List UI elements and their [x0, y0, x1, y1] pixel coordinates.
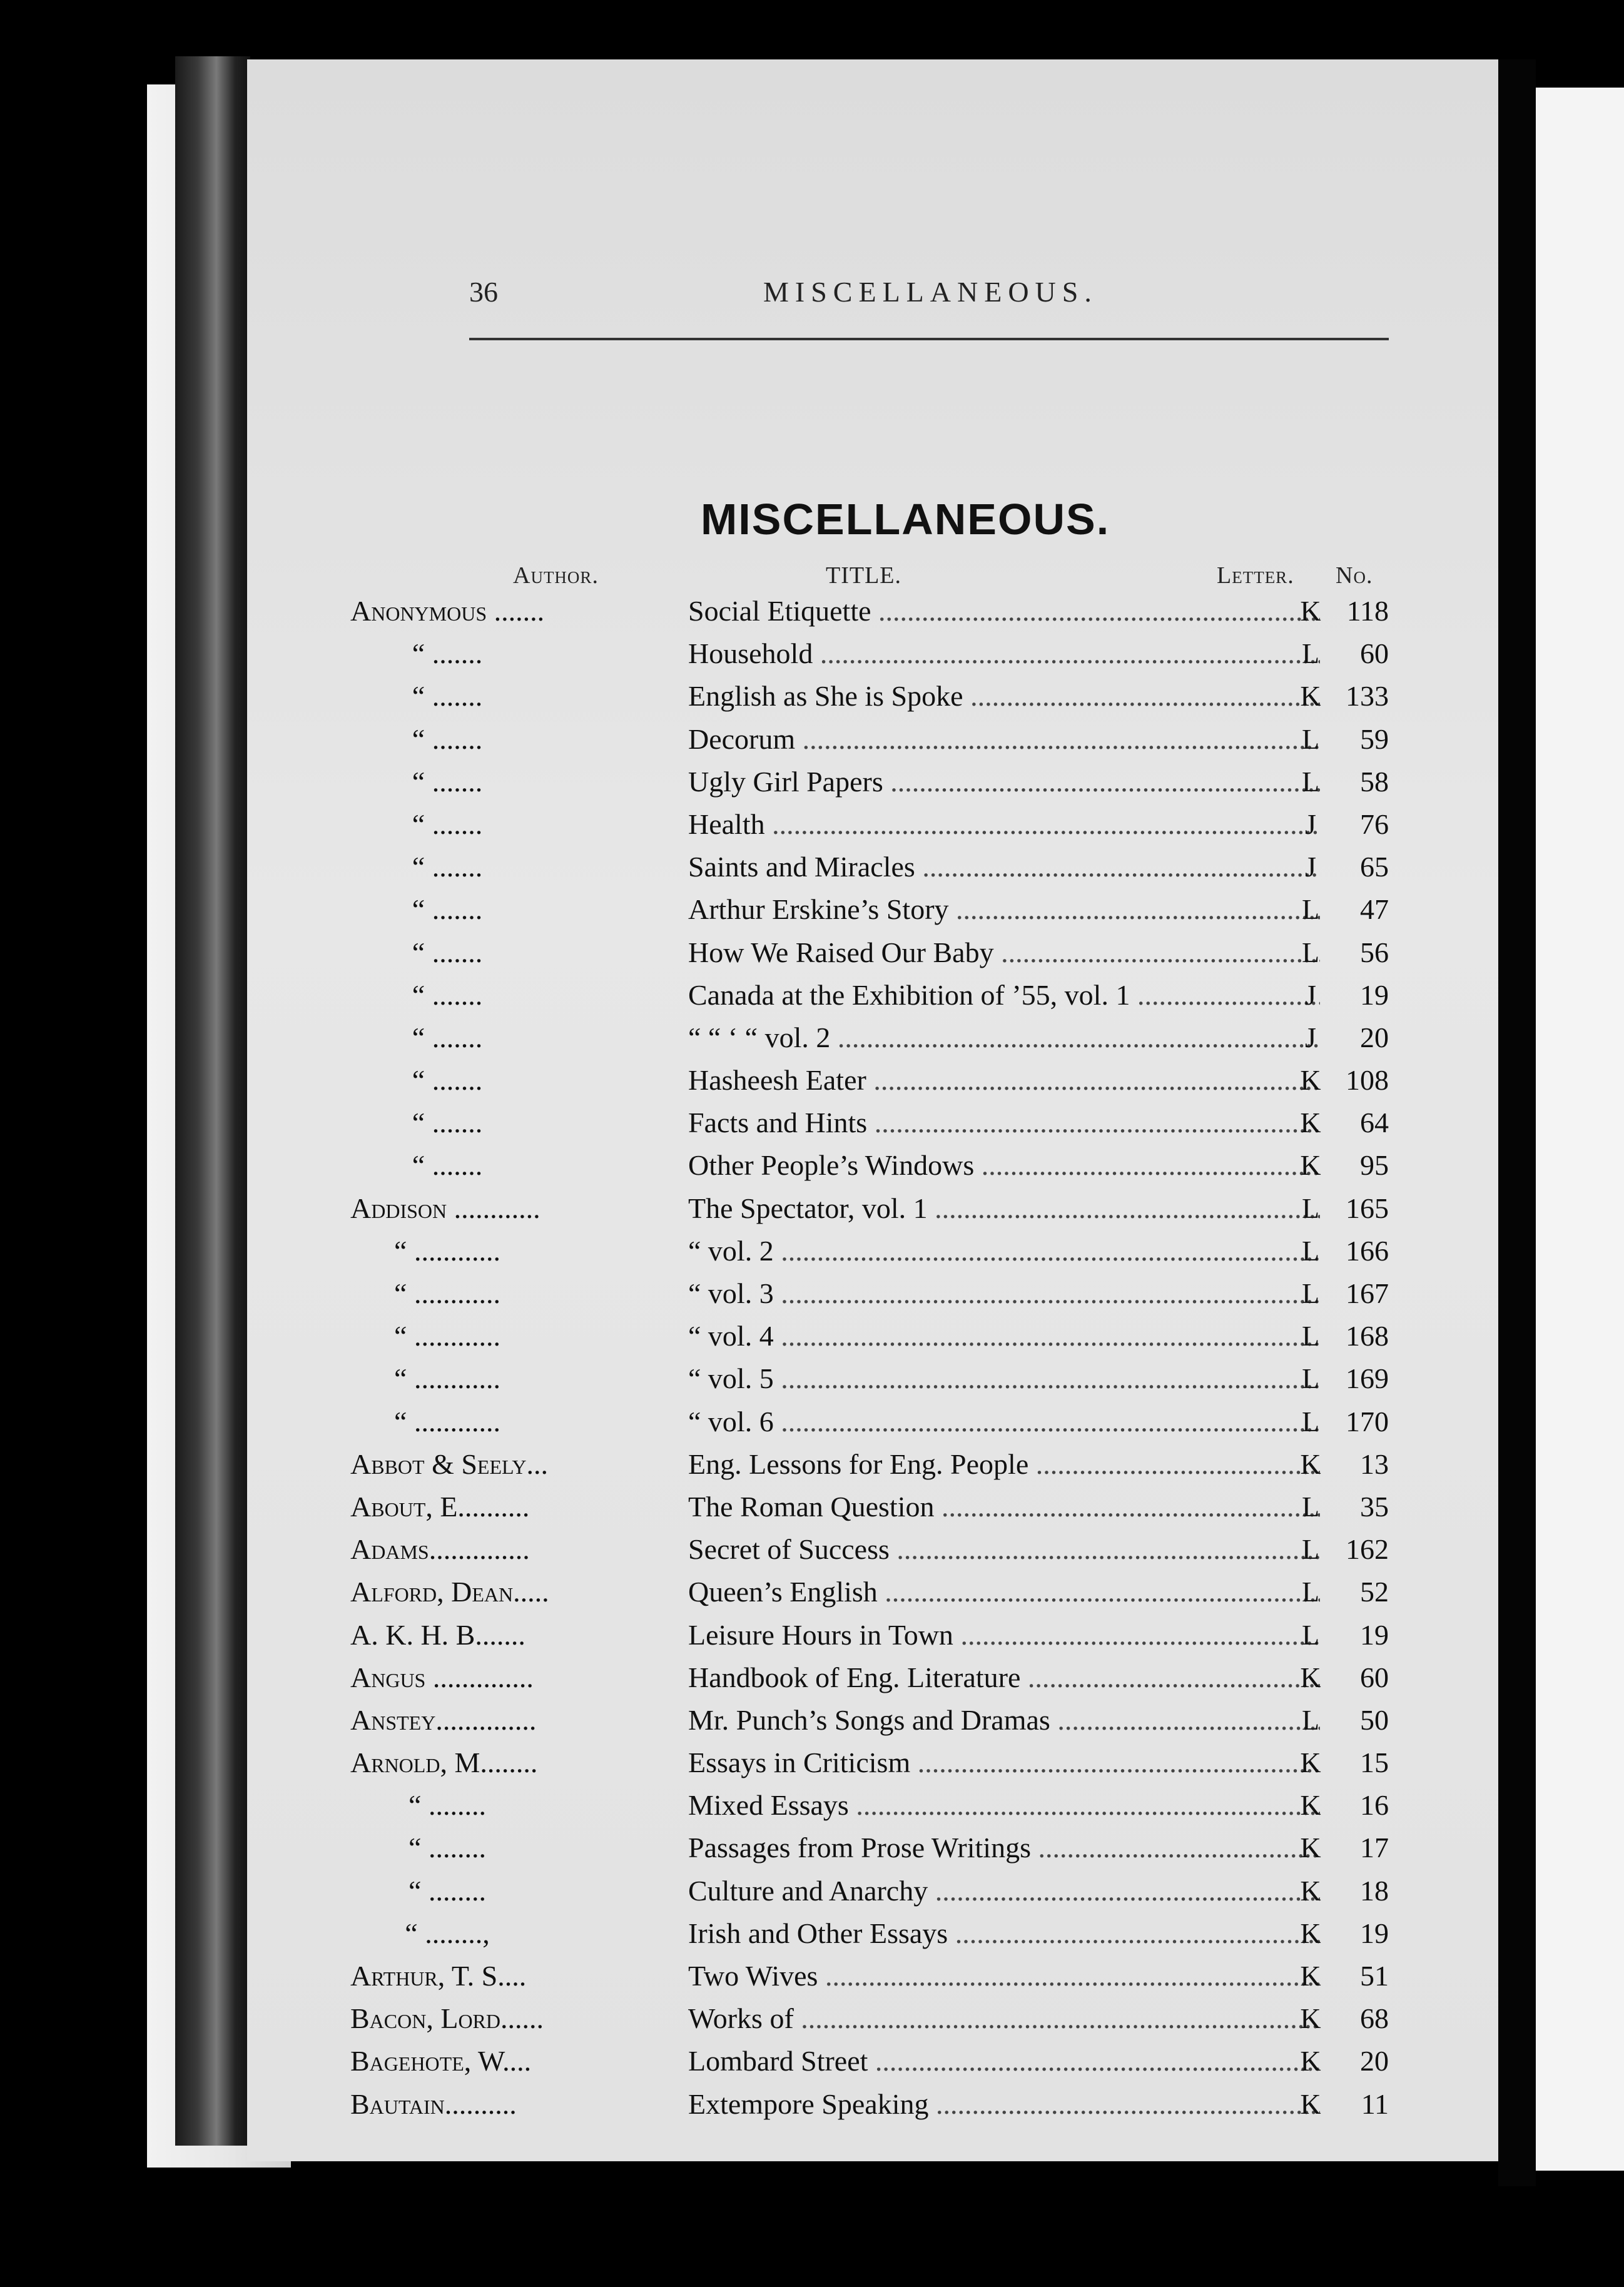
entry-author: “ ........ [409, 1789, 486, 1822]
catalog-entry [350, 1362, 1389, 1404]
entry-number: 35 [1360, 1490, 1389, 1523]
entry-title: Social Etiquette ..... [688, 594, 1320, 627]
entry-number: 133 [1346, 680, 1389, 712]
catalog-entry [350, 1831, 1389, 1874]
entry-title: Extempore Speaking ..... [688, 2087, 1320, 2121]
book-spine [175, 56, 250, 2146]
entry-letter: L [1301, 1533, 1320, 1566]
entry-author: “ ....... [412, 680, 483, 712]
entry-number: 170 [1346, 1405, 1389, 1438]
entry-letter: L [1301, 1362, 1320, 1395]
entry-author: “ ............ [394, 1320, 500, 1352]
catalog-entry [350, 1106, 1389, 1149]
entry-number: 13 [1360, 1448, 1389, 1480]
entry-letter: J [1305, 851, 1316, 883]
entry-author: “ ....... [412, 1149, 483, 1182]
running-title: MISCELLANEOUS. [763, 276, 1098, 308]
entry-author: Arnold, M........ [350, 1747, 538, 1779]
catalog-entry [350, 637, 1389, 679]
entry-title: Canada at the Exhibition of ’55, vol. 1 ..... [688, 978, 1320, 1012]
entry-letter: K [1300, 1747, 1321, 1779]
catalog-entries [350, 594, 1389, 2130]
entry-author: “ ........ [409, 1874, 486, 1907]
entry-author: A. K. H. B....... [350, 1618, 525, 1651]
entry-number: 56 [1360, 936, 1389, 968]
entry-author: “ ....... [412, 1064, 483, 1097]
entry-author: Anonymous ....... [350, 595, 545, 627]
entry-title: Handbook of Eng. Literature ..... [688, 1661, 1320, 1694]
entry-number: 59 [1360, 723, 1389, 755]
entry-title: Other People’s Windows ..... [688, 1149, 1320, 1182]
entry-number: 162 [1346, 1533, 1389, 1566]
entry-title: Two Wives ..... [688, 1959, 1320, 1992]
entry-number: 68 [1360, 2002, 1389, 2035]
entry-letter: K [1300, 595, 1321, 627]
column-header-title: TITLE. [826, 562, 902, 589]
entry-author: Arthur, T. S.... [350, 1960, 527, 1992]
entry-title: Secret of Success ..... [688, 1533, 1320, 1566]
entry-author: “ ....... [412, 851, 483, 883]
entry-number: 58 [1360, 765, 1389, 798]
catalog-entry [350, 1618, 1389, 1661]
entry-letter: L [1301, 637, 1320, 670]
entry-author: “ ....... [412, 723, 483, 755]
catalog-entry [350, 1959, 1389, 2002]
catalog-entry [350, 1917, 1389, 1959]
entry-letter: L [1301, 1703, 1320, 1736]
entry-number: 20 [1360, 2045, 1389, 2077]
entry-title: Health ..... [688, 808, 1320, 841]
entry-letter: L [1301, 1576, 1320, 1608]
entry-letter: K [1300, 1107, 1321, 1139]
entry-title: Mixed Essays ..... [688, 1788, 1320, 1822]
entry-title: “ vol. 4 ..... [688, 1319, 1320, 1352]
entry-title: Saints and Miracles ..... [688, 850, 1320, 883]
entry-title: Facts and Hints ..... [688, 1106, 1320, 1139]
catalog-entry [350, 723, 1389, 765]
entry-letter: K [1300, 1064, 1321, 1097]
entry-author: “ ....... [412, 765, 483, 798]
entry-title: Works of ..... [688, 2002, 1320, 2035]
entry-author: “ ............ [394, 1405, 500, 1438]
entry-number: 19 [1360, 1917, 1389, 1949]
catalog-entry [350, 1234, 1389, 1277]
entry-number: 167 [1346, 1277, 1389, 1309]
entry-title: “ vol. 5 ..... [688, 1362, 1320, 1395]
entry-author: “ ....... [412, 893, 483, 926]
entry-letter: L [1301, 1490, 1320, 1523]
catalog-entry [350, 679, 1389, 722]
page-gutter-shadow [1498, 59, 1536, 2186]
entry-author: Bacon, Lord...... [350, 2002, 544, 2035]
entry-letter: L [1301, 1234, 1320, 1267]
entry-number: 19 [1360, 978, 1389, 1011]
entry-title: “ vol. 6 ..... [688, 1405, 1320, 1438]
catalog-entry [350, 893, 1389, 935]
facing-page-edge [1536, 88, 1624, 2171]
entry-author: “ ....... [412, 1021, 483, 1053]
catalog-entry [350, 1319, 1389, 1362]
catalog-entry [350, 1533, 1389, 1575]
entry-title: “ vol. 2 ..... [688, 1234, 1320, 1267]
entry-author: Addison ............ [350, 1192, 540, 1224]
entry-title: Arthur Erskine’s Story ..... [688, 893, 1320, 926]
entry-title: “ vol. 3 ..... [688, 1277, 1320, 1310]
entry-title: Household ..... [688, 637, 1320, 670]
entry-letter: J [1305, 1021, 1316, 1053]
entry-author: Alford, Dean..... [350, 1576, 549, 1608]
entry-number: 15 [1360, 1747, 1389, 1779]
entry-title: Decorum ..... [688, 723, 1320, 756]
catalog-entry [350, 1874, 1389, 1917]
entry-number: 169 [1346, 1362, 1389, 1395]
entry-author: About, E.......... [350, 1490, 530, 1523]
entry-letter: L [1301, 893, 1320, 926]
entry-author: “ ............ [394, 1362, 500, 1395]
entry-author: Bagehote, W.... [350, 2045, 532, 2077]
entry-number: 166 [1346, 1234, 1389, 1267]
entry-title: English as She is Spoke ..... [688, 679, 1320, 712]
header-rule [469, 338, 1389, 340]
entry-title: “ “ ‘ “ vol. 2 ..... [688, 1021, 1320, 1054]
catalog-entry [350, 1192, 1389, 1234]
catalog-entry [350, 808, 1389, 850]
entry-letter: J [1305, 978, 1316, 1011]
entry-number: 51 [1360, 1960, 1389, 1992]
entry-author: Angus .............. [350, 1661, 534, 1693]
entry-title: Queen’s English ..... [688, 1575, 1320, 1608]
page-number: 36 [469, 276, 498, 308]
entry-author: “ ....... [412, 1107, 483, 1139]
entry-number: 60 [1360, 637, 1389, 670]
entry-letter: K [1300, 1832, 1321, 1864]
catalog-entry [350, 2087, 1389, 2130]
catalog-entry [350, 1788, 1389, 1831]
entry-letter: L [1301, 723, 1320, 755]
entry-letter: K [1300, 1917, 1321, 1949]
entry-title: How We Raised Our Baby ..... [688, 936, 1320, 969]
entry-author: “ ....... [412, 808, 483, 840]
entry-author: “ ....... [412, 936, 483, 968]
catalog-entry [350, 594, 1389, 637]
entry-title: Culture and Anarchy ..... [688, 1874, 1320, 1907]
entry-number: 168 [1346, 1320, 1389, 1352]
entry-author: “ ........ [409, 1832, 486, 1864]
catalog-entry [350, 765, 1389, 808]
entry-title: Passages from Prose Writings ..... [688, 1831, 1320, 1864]
entry-author: Adams.............. [350, 1533, 530, 1566]
entry-letter: K [1300, 680, 1321, 712]
catalog-entry [350, 978, 1389, 1021]
entry-author: Bautain.......... [350, 2087, 517, 2120]
entry-title: The Spectator, vol. 1 ..... [688, 1192, 1320, 1225]
entry-letter: L [1301, 936, 1320, 968]
entry-title: Leisure Hours in Town ..... [688, 1618, 1320, 1651]
entry-letter: K [1300, 2087, 1321, 2120]
entry-letter: K [1300, 1874, 1321, 1907]
entry-title: Mr. Punch’s Songs and Dramas ..... [688, 1703, 1320, 1737]
catalog-entry [350, 936, 1389, 978]
entry-title: Essays in Criticism ..... [688, 1746, 1320, 1779]
entry-number: 165 [1346, 1192, 1389, 1224]
catalog-entry [350, 1277, 1389, 1319]
entry-letter: K [1300, 2045, 1321, 2077]
entry-number: 76 [1360, 808, 1389, 840]
entry-number: 52 [1360, 1576, 1389, 1608]
entry-author: “ ............ [394, 1234, 500, 1267]
catalog-entry [350, 1490, 1389, 1533]
entry-number: 17 [1360, 1832, 1389, 1864]
entry-letter: K [1300, 2002, 1321, 2035]
column-header-author: Author. [513, 562, 599, 589]
running-head [469, 275, 1389, 319]
entry-number: 11 [1361, 2087, 1389, 2120]
entry-number: 50 [1360, 1703, 1389, 1736]
entry-number: 65 [1360, 851, 1389, 883]
catalog-entry [350, 850, 1389, 893]
catalog-entry [350, 1448, 1389, 1490]
entry-number: 108 [1346, 1064, 1389, 1097]
entry-letter: K [1300, 1448, 1321, 1480]
entry-letter: K [1300, 1960, 1321, 1992]
entry-title: Eng. Lessons for Eng. People ..... [688, 1448, 1320, 1481]
entry-title: The Roman Question ..... [688, 1490, 1320, 1523]
entry-author: Anstey.............. [350, 1703, 537, 1736]
entry-number: 118 [1346, 595, 1389, 627]
catalog-entry [350, 1149, 1389, 1191]
entry-number: 19 [1360, 1618, 1389, 1651]
entry-author: “ ....... [412, 637, 483, 670]
catalog-entry [350, 1021, 1389, 1063]
entry-number: 64 [1360, 1107, 1389, 1139]
section-title: MISCELLANEOUS. [701, 495, 1110, 544]
entry-letter: L [1301, 1192, 1320, 1224]
entry-title: Hasheesh Eater ..... [688, 1063, 1320, 1097]
entry-number: 16 [1360, 1789, 1389, 1822]
catalog-entry [350, 1661, 1389, 1703]
entry-title: Irish and Other Essays ..... [688, 1917, 1320, 1950]
entry-letter: K [1300, 1661, 1321, 1693]
column-header-no: No. [1336, 562, 1373, 589]
entry-number: 18 [1360, 1874, 1389, 1907]
entry-letter: L [1301, 765, 1320, 798]
column-header-letter: Letter. [1217, 562, 1294, 589]
entry-number: 47 [1360, 893, 1389, 926]
entry-letter: L [1301, 1320, 1320, 1352]
catalog-entry [350, 2002, 1389, 2044]
entry-title: Lombard Street ..... [688, 2044, 1320, 2077]
catalog-entry [350, 1703, 1389, 1746]
catalog-entry [350, 2044, 1389, 2087]
entry-number: 20 [1360, 1021, 1389, 1053]
entry-letter: L [1301, 1618, 1320, 1651]
entry-letter: L [1301, 1277, 1320, 1309]
catalog-entry [350, 1746, 1389, 1788]
catalog-entry [350, 1063, 1389, 1106]
catalog-entry [350, 1405, 1389, 1448]
entry-author: “ ........, [405, 1917, 490, 1949]
entry-letter: L [1301, 1405, 1320, 1438]
catalog-entry [350, 1575, 1389, 1618]
entry-number: 60 [1360, 1661, 1389, 1693]
entry-letter: K [1300, 1789, 1321, 1822]
entry-letter: J [1305, 808, 1316, 840]
entry-title: Ugly Girl Papers ..... [688, 765, 1320, 798]
entry-author: “ ....... [412, 978, 483, 1011]
entry-letter: K [1300, 1149, 1321, 1182]
entry-author: “ ............ [394, 1277, 500, 1309]
entry-author: Abbot & Seely... [350, 1448, 548, 1480]
entry-number: 95 [1360, 1149, 1389, 1182]
